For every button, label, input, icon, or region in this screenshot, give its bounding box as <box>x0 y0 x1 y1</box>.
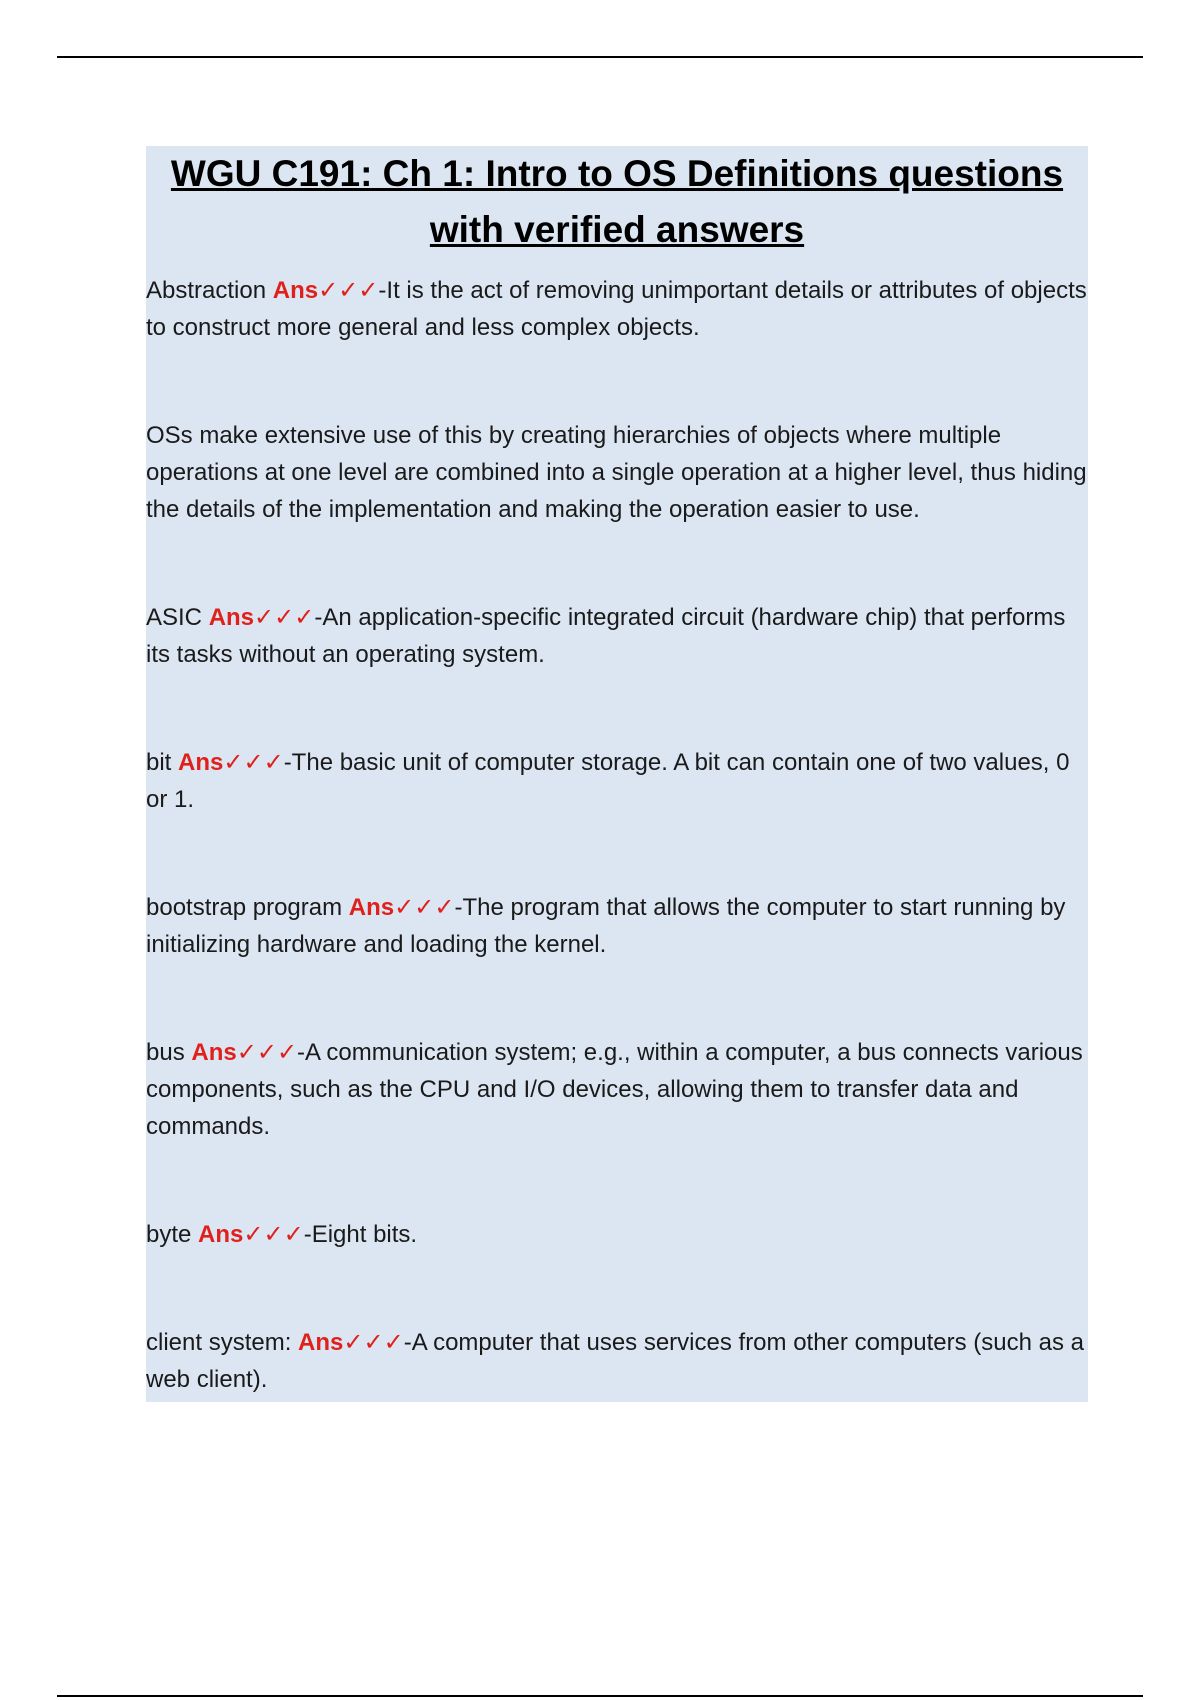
entry-bit <box>146 744 1088 818</box>
entry-definition: -A computer that uses services from other computers (such as a web client). <box>146 1329 1084 1393</box>
entry-definition: -It is the act of removing unimportant details or attributes of objects to construct more general and less complex objects. <box>146 277 1087 341</box>
check-marks-icon: ✓✓✓ <box>236 1039 298 1066</box>
entry-client-system <box>146 1324 1088 1398</box>
answer-marker: Ans <box>208 604 255 631</box>
entry-byte <box>146 1216 1088 1253</box>
answer-marker: Ans <box>198 1221 244 1248</box>
entry-definition: -The basic unit of computer storage. A bit can contain one of two values, 0 or 1. <box>146 749 1070 813</box>
entry-bootstrap-program <box>146 889 1088 963</box>
entry-term: bootstrap program <box>146 894 349 921</box>
entry-definition: -The program that allows the computer to start running by initializing hardware and loading the kernel. <box>146 894 1066 958</box>
check-marks-icon: ✓✓✓ <box>223 749 284 776</box>
entry-definition: -A communication system; e.g., within a computer, a bus connects various components, such as the CPU and I/O devices, allowing them to transfer data and commands. <box>146 1039 1083 1140</box>
answer-marker: Ans <box>348 894 395 921</box>
entry-asic <box>146 599 1088 673</box>
entry-abstraction-continued <box>146 417 1088 528</box>
entry-term: bus <box>146 1039 192 1066</box>
document-body <box>146 146 1088 1402</box>
check-marks-icon: ✓✓✓ <box>394 894 455 921</box>
check-marks-icon: ✓✓✓ <box>254 604 315 631</box>
entry-term: ASIC <box>146 604 209 631</box>
check-marks-icon: ✓✓✓ <box>343 1329 404 1356</box>
top-rule <box>57 56 1143 58</box>
answer-marker: Ans <box>178 749 224 776</box>
entry-definition: -An application-specific integrated circuit (hardware chip) that performs its tasks without an operating system. <box>146 604 1066 668</box>
answer-marker: Ans <box>298 1329 344 1356</box>
check-marks-icon: ✓✓✓ <box>243 1221 304 1248</box>
answer-marker: Ans <box>272 277 319 304</box>
entry-definition: OSs make extensive use of this by creating hierarchies of objects where multiple operations at one level are combined into a single operation at a higher level, thus hiding the details of the implementation and making the operation easier to use. <box>146 422 1087 523</box>
document-title: WGU C191: Ch 1: Intro to OS Definitions questions with verified answers <box>170 153 1064 250</box>
entry-abstraction <box>146 272 1088 346</box>
entry-definition: -Eight bits. <box>303 1221 418 1248</box>
entry-bus <box>146 1034 1088 1145</box>
entry-term: client system: <box>146 1329 299 1356</box>
entry-term: byte <box>146 1221 199 1248</box>
check-marks-icon: ✓✓✓ <box>318 277 379 304</box>
entry-term: bit <box>146 749 179 776</box>
bottom-rule <box>57 1695 1143 1697</box>
answer-marker: Ans <box>191 1039 237 1066</box>
entry-term: Abstraction <box>146 277 273 304</box>
